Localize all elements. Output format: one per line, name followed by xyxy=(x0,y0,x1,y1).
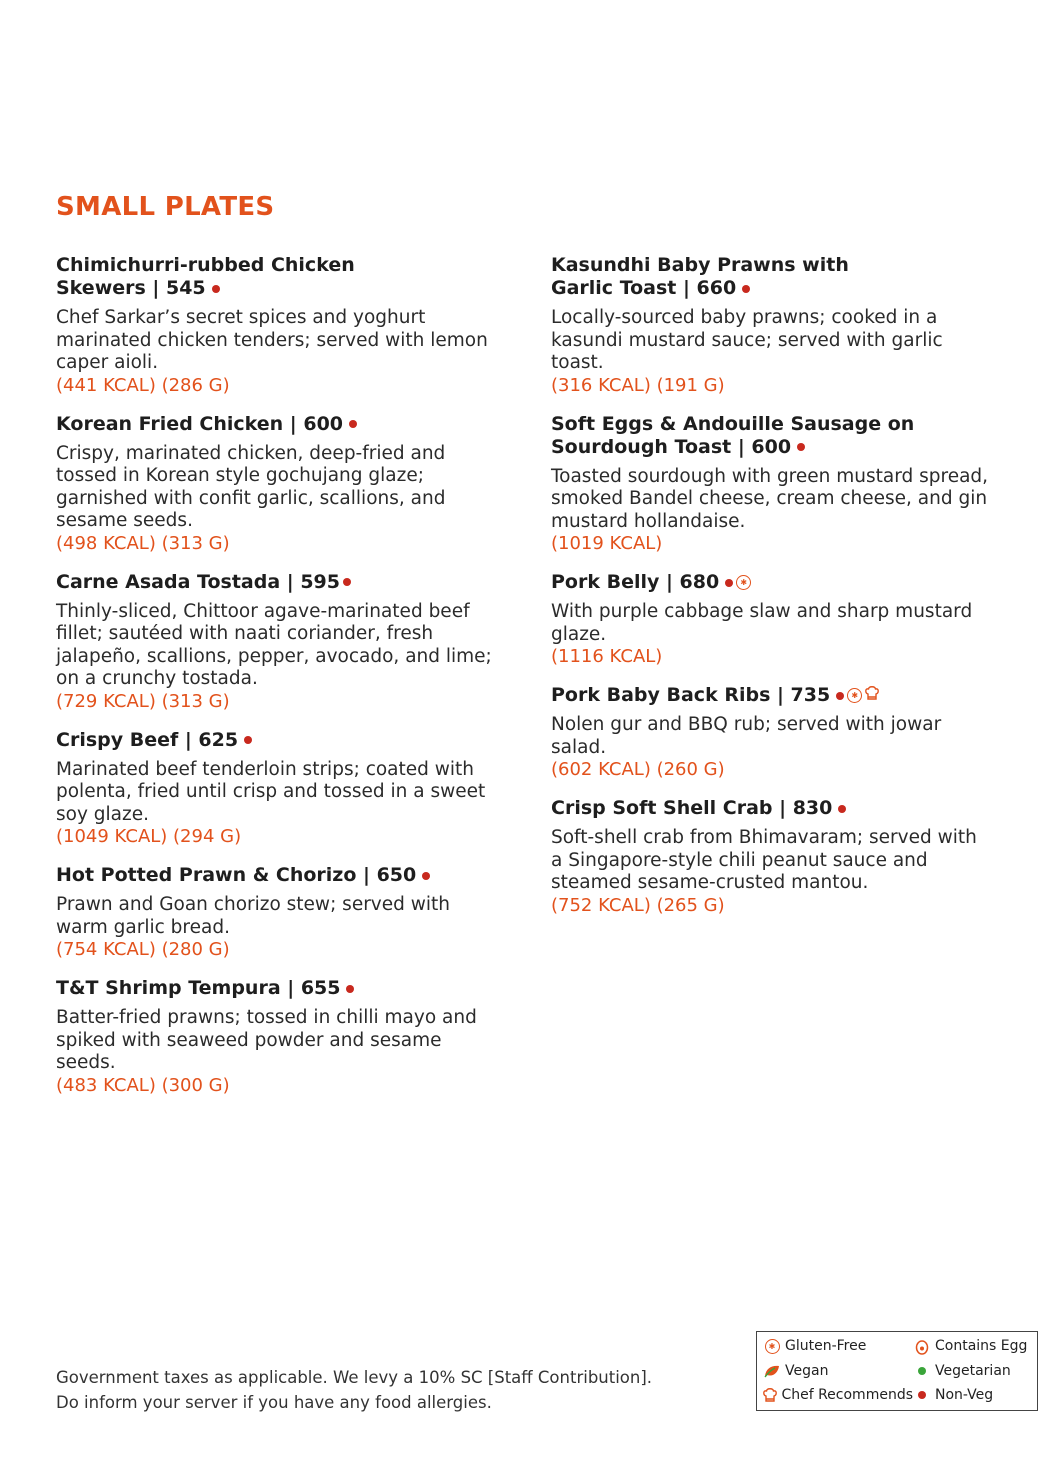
item-nutrition: (754 KCAL) (280 G) xyxy=(56,939,230,960)
item-description: Soft-shell crab from Bhimavaram; served with a Singapore-style chili peanut sauce and steamed sesame-crusted mantou. xyxy=(551,827,977,893)
item-nutrition: (1049 KCAL) (294 G) xyxy=(56,826,242,847)
item-title xyxy=(56,864,496,887)
legend-gluten-free xyxy=(763,1336,913,1356)
non-veg-dot-icon xyxy=(836,692,844,700)
menu-item-crispy-beef xyxy=(56,729,496,849)
menu-item-soft-shell-crab xyxy=(551,797,991,917)
menu-item-soft-eggs-sausage xyxy=(551,413,991,556)
item-title-line1: Crisp Soft Shell Crab | 830 xyxy=(551,797,833,819)
item-description: Prawn and Goan chorizo stew; served with warm garlic bread. xyxy=(56,894,451,938)
egg-icon xyxy=(913,1338,931,1355)
item-description: Chef Sarkar’s secret spices and yoghurt marinated chicken tenders; served with lemon caper aioli. xyxy=(56,307,488,373)
item-nutrition: (1116 KCAL) xyxy=(551,646,663,667)
item-title xyxy=(551,254,991,300)
item-title-line1: Pork Belly | 680 xyxy=(551,571,720,593)
item-title-line2: Sourdough Toast | 600 xyxy=(551,435,792,458)
item-nutrition: (752 KCAL) (265 G) xyxy=(551,894,725,916)
item-title-line2: Garlic Toast | 660 xyxy=(551,277,737,299)
legend-vegan xyxy=(763,1361,913,1381)
menu-item-hot-potted-prawn xyxy=(56,864,496,961)
item-title-line1: Soft Eggs & Andouille Sausage on xyxy=(551,412,915,435)
item-title xyxy=(551,684,991,707)
menu-item-chimichurri-chicken xyxy=(56,254,496,397)
item-nutrition: (483 KCAL) (300 G) xyxy=(56,1074,230,1096)
non-veg-dot-icon xyxy=(343,578,351,586)
non-veg-dot-icon xyxy=(918,1391,926,1399)
item-title xyxy=(551,413,991,459)
legend-label: Vegan xyxy=(785,1362,829,1379)
menu-column-left xyxy=(56,254,496,1113)
item-nutrition: (441 KCAL) (286 G) xyxy=(56,374,230,396)
item-description: Crispy, marinated chicken, deep-fried and tossed in Korean style gochujang glaze; garnished with confit garlic, scallions, and sesame seeds. xyxy=(56,442,446,531)
item-title-line1: Carne Asada Tostada | 595 xyxy=(56,570,340,593)
menu-item-korean-fried-chicken xyxy=(56,413,496,555)
non-veg-dot-icon xyxy=(797,443,805,451)
menu-column-right xyxy=(551,254,991,933)
item-title-line1: Kasundhi Baby Prawns with xyxy=(551,254,849,276)
item-nutrition: (498 KCAL) (313 G) xyxy=(56,532,230,554)
dietary-legend xyxy=(756,1331,1038,1411)
item-description: Batter-fried prawns; tossed in chilli mayo and spiked with seaweed powder and sesame seeds. xyxy=(56,1007,477,1073)
legend-label: Chef Recommends xyxy=(781,1387,913,1404)
non-veg-dot-icon xyxy=(725,579,733,587)
footer-line-taxes: Government taxes as applicable. We levy a 10% SC [Staff Contribution]. xyxy=(56,1368,653,1387)
item-title-line1: Hot Potted Prawn & Chorizo | 650 xyxy=(56,864,417,886)
chef-hat-icon xyxy=(865,684,879,707)
legend-non-veg xyxy=(913,1385,1033,1405)
item-title xyxy=(56,413,496,436)
section-title: SMALL PLATES xyxy=(56,192,275,222)
gluten-free-icon: ✱ xyxy=(736,575,751,590)
item-description: Locally-sourced baby prawns; cooked in a kasundi mustard sauce; served with garlic toast. xyxy=(551,307,943,373)
item-nutrition: (1019 KCAL) xyxy=(551,533,663,554)
item-title xyxy=(56,729,496,752)
item-description: Thinly-sliced, Chittoor agave-marinated beef fillet; sautéed with naati coriander, fresh jalapeño, scallions, pepper, avocado, and lime; on a crunchy tostada. xyxy=(56,600,492,689)
menu-item-kasundhi-prawns xyxy=(551,254,991,397)
item-title xyxy=(551,797,991,820)
item-title-line1: Pork Baby Back Ribs | 735 xyxy=(551,684,831,706)
item-title-line2: Skewers | 545 xyxy=(56,277,206,299)
veg-dot-icon xyxy=(918,1367,926,1375)
menu-item-pork-ribs xyxy=(551,684,991,781)
item-title xyxy=(56,254,496,300)
non-veg-dot-icon xyxy=(422,872,430,880)
legend-label: Vegetarian xyxy=(935,1362,1011,1379)
footer-line-allergies: Do inform your server if you have any food allergies. xyxy=(56,1393,492,1412)
item-title xyxy=(56,571,496,594)
leaf-icon xyxy=(763,1364,781,1378)
menu-item-pork-belly xyxy=(551,571,991,668)
menu-item-shrimp-tempura xyxy=(56,977,496,1097)
legend-label: Contains Egg xyxy=(935,1338,1028,1354)
non-veg-dot-icon xyxy=(244,736,252,744)
non-veg-dot-icon xyxy=(838,805,846,813)
item-title xyxy=(551,571,991,594)
item-title-line1: T&T Shrimp Tempura | 655 xyxy=(56,977,341,999)
non-veg-dot-icon xyxy=(349,420,357,428)
item-title-line1: Chimichurri-rubbed Chicken xyxy=(56,254,355,276)
item-nutrition: (602 KCAL) (260 G) xyxy=(551,759,725,780)
item-nutrition: (729 KCAL) (313 G) xyxy=(56,690,230,712)
non-veg-dot-icon xyxy=(742,285,750,293)
non-veg-dot-icon xyxy=(346,985,354,993)
chef-hat-icon xyxy=(763,1387,777,1403)
item-nutrition: (316 KCAL) (191 G) xyxy=(551,374,725,396)
item-description: Toasted sourdough with green mustard spread, smoked Bandel cheese, cream cheese, and gin mustard hollandaise. xyxy=(551,465,989,532)
non-veg-dot-icon xyxy=(212,285,220,293)
item-description: With purple cabbage slaw and sharp mustard glaze. xyxy=(551,601,973,645)
legend-vegetarian xyxy=(913,1361,1033,1381)
item-description: Marinated beef tenderloin strips; coated with polenta, fried until crisp and tossed in a sweet soy glaze. xyxy=(56,758,486,825)
legend-chef-recommends xyxy=(763,1385,913,1405)
item-title xyxy=(56,977,496,1000)
item-title-line1: Korean Fried Chicken | 600 xyxy=(56,412,344,435)
legend-contains-egg xyxy=(913,1336,1033,1356)
item-title-line1: Crispy Beef | 625 xyxy=(56,728,239,751)
menu-item-carne-asada-tostada xyxy=(56,571,496,713)
legend-label: Gluten-Free xyxy=(785,1338,867,1354)
legend-label: Non-Veg xyxy=(935,1387,994,1404)
gluten-free-icon: ✱ xyxy=(765,1339,780,1354)
gluten-free-icon: ✱ xyxy=(847,688,862,703)
footer-note xyxy=(56,1365,736,1415)
item-description: Nolen gur and BBQ rub; served with jowar salad. xyxy=(551,714,942,758)
